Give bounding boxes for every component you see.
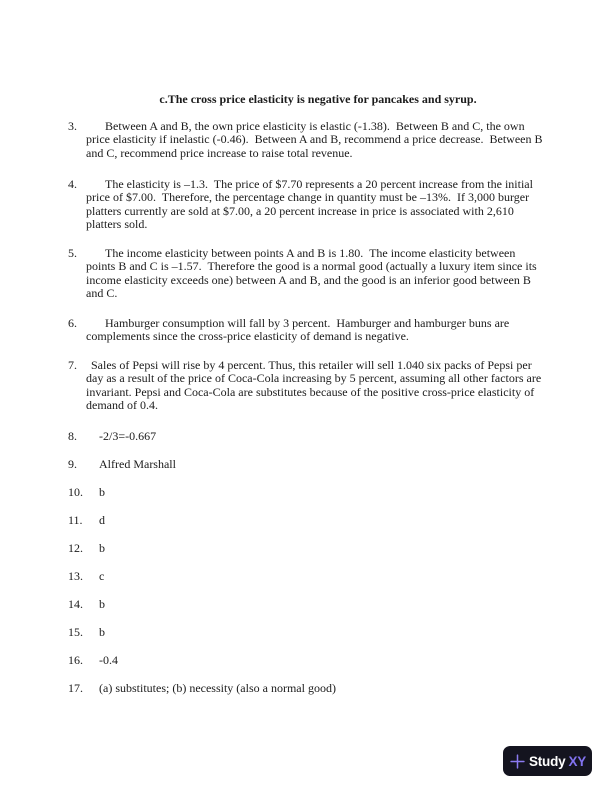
plus-icon — [509, 753, 526, 770]
logo-text-study: Study — [528, 753, 566, 769]
answer-text: (a) substitutes; (b) necessity (also a normal good) — [99, 681, 336, 695]
answer-number: 16. — [68, 653, 83, 667]
logo-text-xy: XY — [568, 753, 587, 769]
answer-item — [0, 120, 612, 160]
answer-text: -0.4 — [99, 653, 118, 667]
answer-item — [0, 247, 612, 301]
answer-item — [0, 542, 612, 555]
answer-item — [0, 682, 612, 695]
answer-text: -2/3=-0.667 — [99, 429, 157, 443]
answer-text: d — [99, 513, 105, 527]
answer-item — [0, 430, 612, 443]
answer-number: 10. — [68, 485, 83, 499]
answer-number: 8. — [68, 429, 77, 443]
answer-text: Sales of Pepsi will rise by 4 percent. Thus, this retailer will sell 1.040 six packs of Pepsi per day as a result of the price of Coca-Cola increasing by 5 percent, assuming all other factors are invariant. Pepsi and Coca-Cola are substitutes because of the positive cross-price elasticity of demand of 0.4. — [86, 358, 545, 413]
answer-number: 14. — [68, 597, 83, 611]
answer-text: b — [99, 485, 105, 499]
answer-number: 15. — [68, 625, 83, 639]
answer-number: 13. — [68, 569, 83, 583]
answer-number: 9. — [68, 457, 77, 471]
answer-text: Hamburger consumption will fall by 3 percent. Hamburger and hamburger buns are complements since the cross-price elasticity of demand is negative. — [86, 316, 513, 344]
answer-number: 3. — [68, 119, 77, 133]
answer-item — [0, 178, 612, 232]
answer-text: The income elasticity between points A and B is 1.80. The income elasticity between points B and C is –1.57. Therefore the good is a normal good (actually a luxury item since its income elasticity exceeds one) between A and B, and the good is an inferior good between B and C. — [86, 246, 540, 301]
answer-number: 7. — [68, 358, 77, 372]
answer-item — [0, 598, 612, 611]
answer-item — [0, 458, 612, 471]
answer-number: 17. — [68, 681, 83, 695]
answer-item — [0, 514, 612, 527]
answer-number: 4. — [68, 177, 77, 191]
answer-number: 12. — [68, 541, 83, 555]
answer-text: Between A and B, the own price elasticity is elastic (-1.38). Between B and C, the own price elasticity if inelastic (-0.46). Between A and B, recommend a price decrease. Between B and C, recommend price increase to raise total revenue. — [86, 119, 546, 160]
answer-number: 11. — [68, 513, 83, 527]
answer-number: 5. — [68, 246, 77, 260]
answer-text: c — [99, 569, 105, 583]
answer-text: b — [99, 541, 105, 555]
answer-item — [0, 359, 612, 413]
answer-item — [0, 486, 612, 499]
studyxy-logo — [503, 746, 592, 776]
answer-item — [0, 626, 612, 639]
answer-text: Alfred Marshall — [99, 457, 176, 471]
answer-number: 6. — [68, 316, 77, 330]
answer-item — [0, 317, 612, 344]
answer-heading: c.The cross price elasticity is negative for pancakes and syrup. — [159, 92, 477, 106]
answer-text: The elasticity is –1.3. The price of $7.70 represents a 20 percent increase from the initial price of $7.00. Therefore, the percentage change in quantity must be –13%. If 3,000 burger platters currently are sold at $7.00, a 20 percent increase in price is associated with 2,610 platters sold. — [86, 177, 536, 232]
answer-text: b — [99, 625, 105, 639]
answer-item — [0, 570, 612, 583]
answer-item — [0, 654, 612, 667]
answer-text: b — [99, 597, 105, 611]
